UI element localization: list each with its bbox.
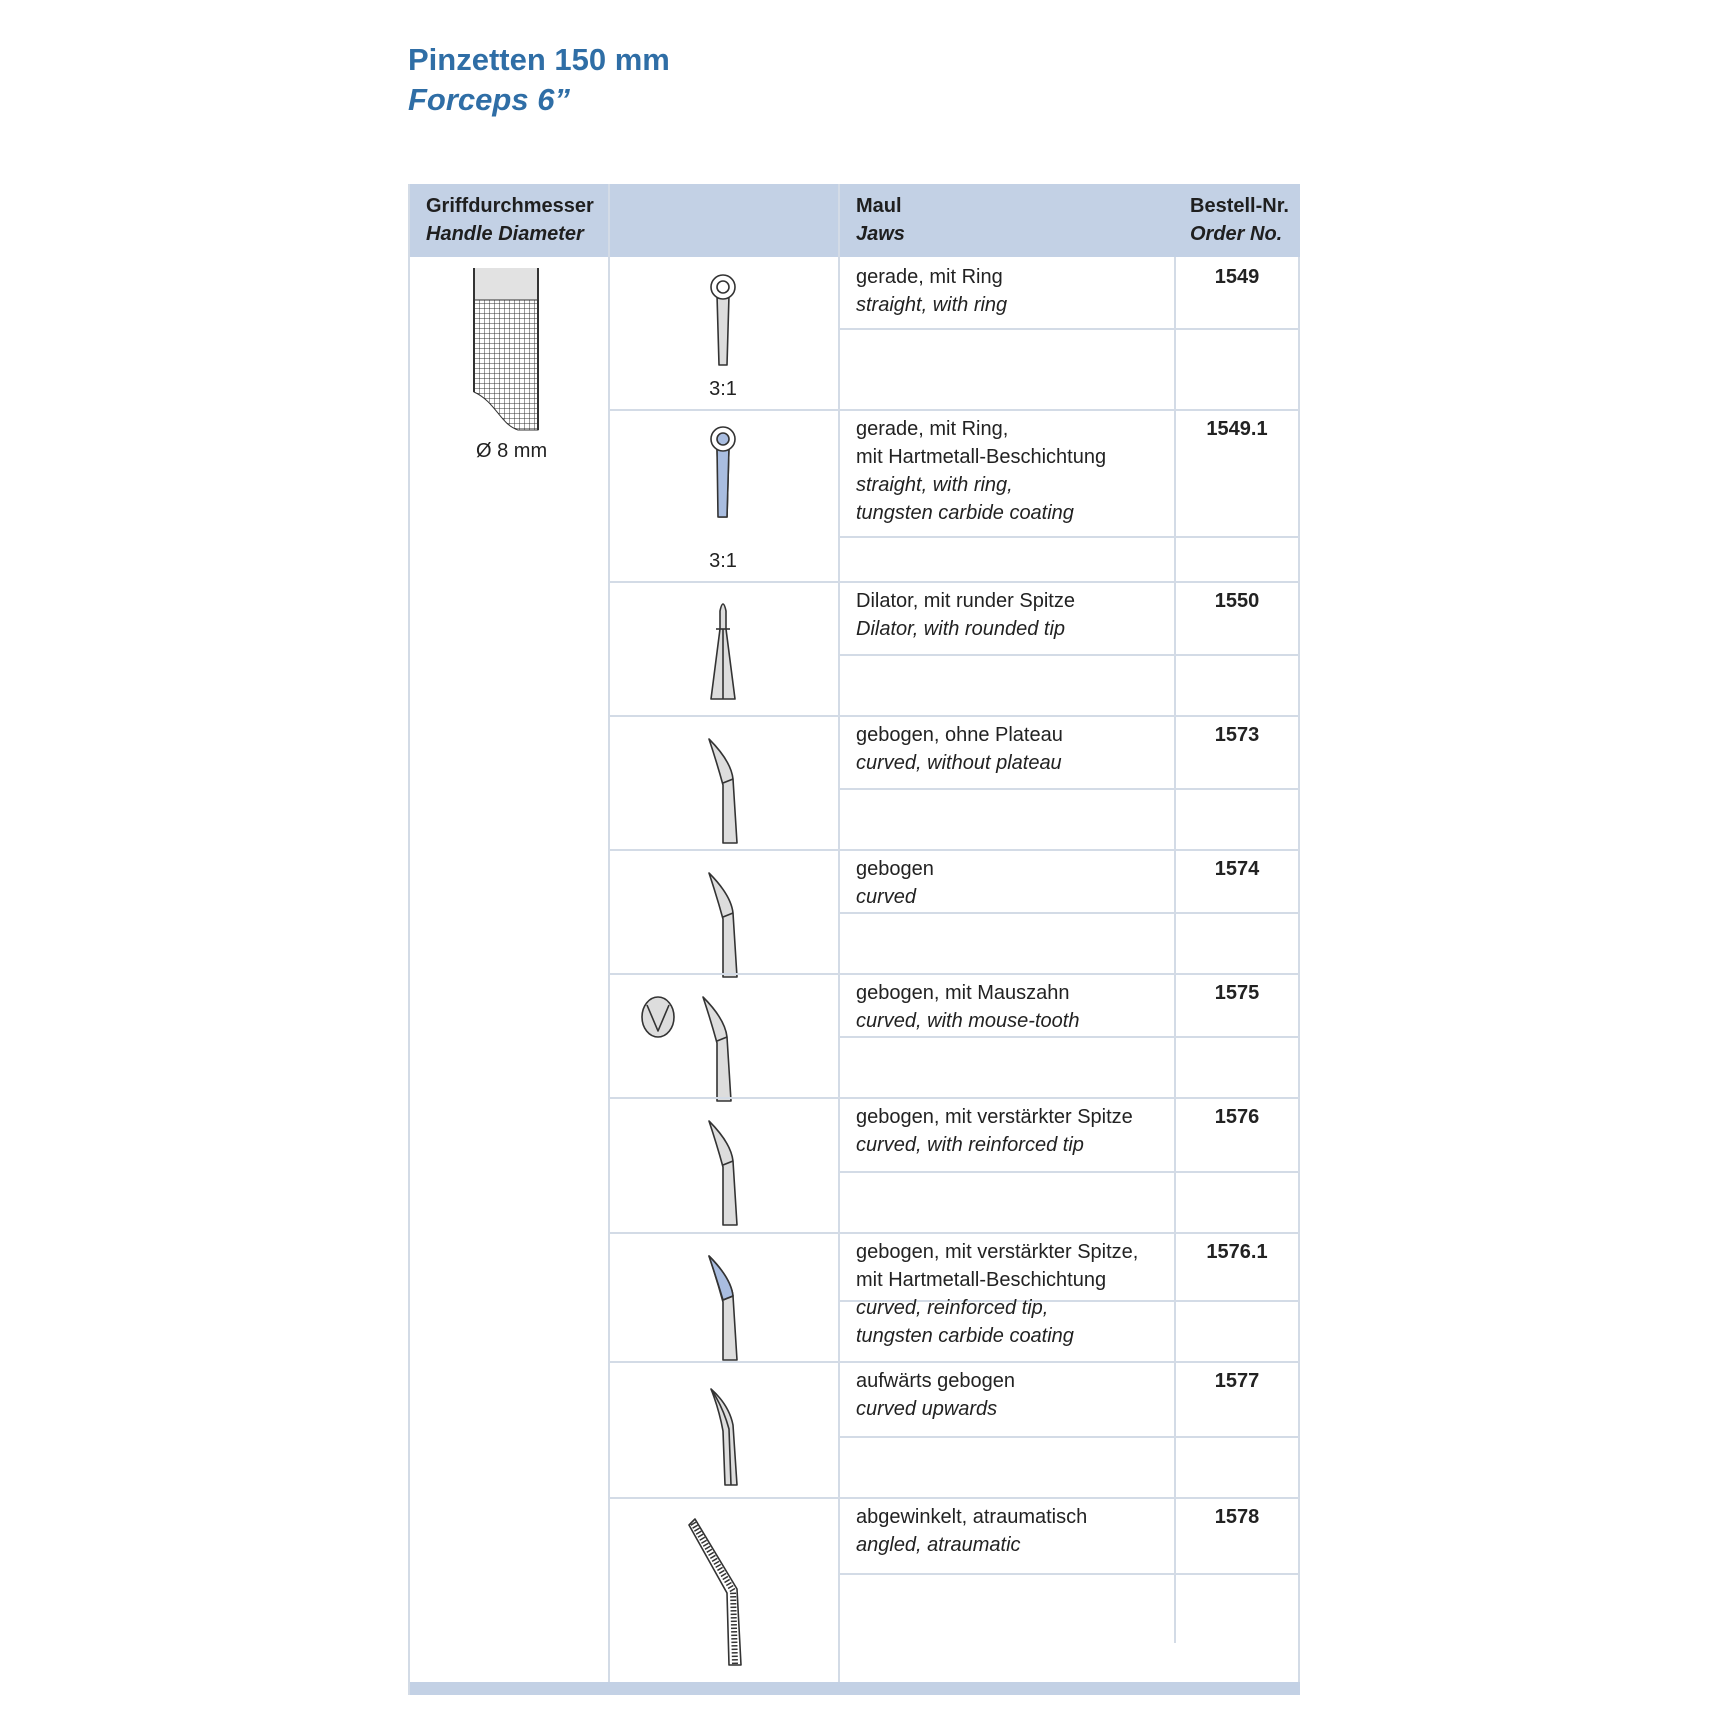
row-divider [608, 1361, 1300, 1363]
curved-coated-tip-icon [653, 1240, 793, 1353]
page-title-block [408, 40, 670, 120]
jaw-description [856, 1238, 1138, 1350]
description-line-en: curved, reinforced tip, [856, 1297, 1049, 1319]
order-number: 1573 [1214, 724, 1260, 746]
order-number: 1575 [1214, 982, 1260, 1004]
order-number: 1550 [1214, 590, 1260, 612]
description-divider [838, 1036, 1300, 1038]
description-line-de: gebogen, mit verstärkter Spitze, [856, 1241, 1139, 1263]
description-line-en: tungsten carbide coating [856, 502, 1074, 524]
description-divider [838, 1573, 1300, 1575]
description-line-en: angled, atraumatic [856, 1534, 1021, 1556]
description-divider [838, 654, 1300, 656]
description-line-en: straight, with ring, [856, 474, 1013, 496]
order-number: 1549.1 [1206, 418, 1268, 440]
description-line-de: gebogen, ohne Plateau [856, 724, 1063, 746]
description-line-de: Dilator, mit runder Spitze [856, 590, 1075, 612]
jaw-description [856, 721, 1063, 777]
order-number: 1574 [1214, 858, 1260, 880]
curved-upwards-tip-icon [653, 1369, 793, 1489]
description-line-en: Dilator, with rounded tip [856, 618, 1066, 640]
order-number: 1549 [1214, 266, 1260, 288]
scale-label: 3:1 [709, 378, 737, 400]
description-line-en: curved, without plateau [856, 752, 1062, 774]
order-number: 1577 [1214, 1370, 1260, 1392]
description-line-de: gebogen, mit verstärkter Spitze [856, 1106, 1133, 1128]
description-divider [838, 536, 1300, 538]
header-jaws: Maul Jaws [856, 195, 905, 245]
row-divider [608, 849, 1300, 851]
curved-reinforced-tip-icon [653, 1105, 793, 1224]
row-divider [608, 1097, 1300, 1099]
description-line-en: straight, with ring [856, 294, 1008, 316]
handle-grip-icon [474, 268, 544, 430]
description-line-de: aufwärts gebogen [856, 1370, 1016, 1392]
description-divider [838, 1436, 1300, 1438]
description-divider [838, 1171, 1300, 1173]
row-divider [608, 409, 1300, 411]
jaw-description [856, 1503, 1087, 1559]
description-line-de: gerade, mit Ring [856, 266, 1003, 288]
jaw-description [856, 979, 1079, 1035]
row-divider [608, 973, 1300, 975]
description-divider [838, 788, 1300, 790]
mouse-tooth-tip-icon [653, 981, 793, 1089]
description-line-de: abgewinkelt, atraumatisch [856, 1506, 1088, 1528]
jaw-description [856, 587, 1075, 643]
dilator-tip-icon [653, 589, 793, 707]
curved-tip-icon [653, 857, 793, 965]
page-subtitle: Forceps 6” [408, 82, 570, 117]
description-line-en: curved, with mouse-tooth [856, 1010, 1080, 1032]
row-divider [608, 715, 1300, 717]
header-handle-diameter: Griffdurchmesser Handle Diameter [426, 195, 594, 245]
jaw-description [856, 1103, 1133, 1159]
description-line-en: curved [856, 886, 917, 908]
description-line-de: mit Hartmetall-Beschichtung [856, 446, 1107, 468]
description-line-de: gebogen [856, 858, 934, 880]
description-line-en: tungsten carbide coating [856, 1325, 1074, 1347]
description-divider [838, 912, 1300, 914]
description-line-en: curved upwards [856, 1398, 998, 1420]
jaw-description [856, 415, 1106, 527]
row-divider [608, 581, 1300, 583]
order-number: 1576.1 [1206, 1241, 1268, 1263]
header-order-no: Bestell-Nr. Order No. [1190, 195, 1289, 245]
row-divider [608, 1232, 1300, 1234]
product-table [408, 184, 1300, 1695]
jaw-description [856, 1367, 1015, 1423]
description-line-de: gerade, mit Ring, [856, 418, 1009, 440]
page-title: Pinzetten 150 mm [408, 42, 670, 77]
table-header [410, 184, 1300, 257]
jaw-description [856, 263, 1007, 319]
description-divider [838, 328, 1300, 330]
handle-diameter-label: Ø 8 mm [476, 440, 548, 462]
row-divider [608, 1497, 1300, 1499]
angled-atraumatic-tip-icon [653, 1505, 793, 1674]
description-line-de: mit Hartmetall-Beschichtung [856, 1269, 1107, 1291]
jaw-description [856, 855, 934, 911]
curved-tip-icon [653, 723, 793, 841]
scale-label: 3:1 [709, 550, 737, 572]
description-line-en: curved, with reinforced tip [856, 1134, 1084, 1156]
description-line-de: gebogen, mit Mauszahn [856, 982, 1070, 1004]
order-number: 1576 [1214, 1106, 1260, 1128]
order-number: 1578 [1214, 1506, 1260, 1528]
table-footer-bar [410, 1682, 1300, 1695]
